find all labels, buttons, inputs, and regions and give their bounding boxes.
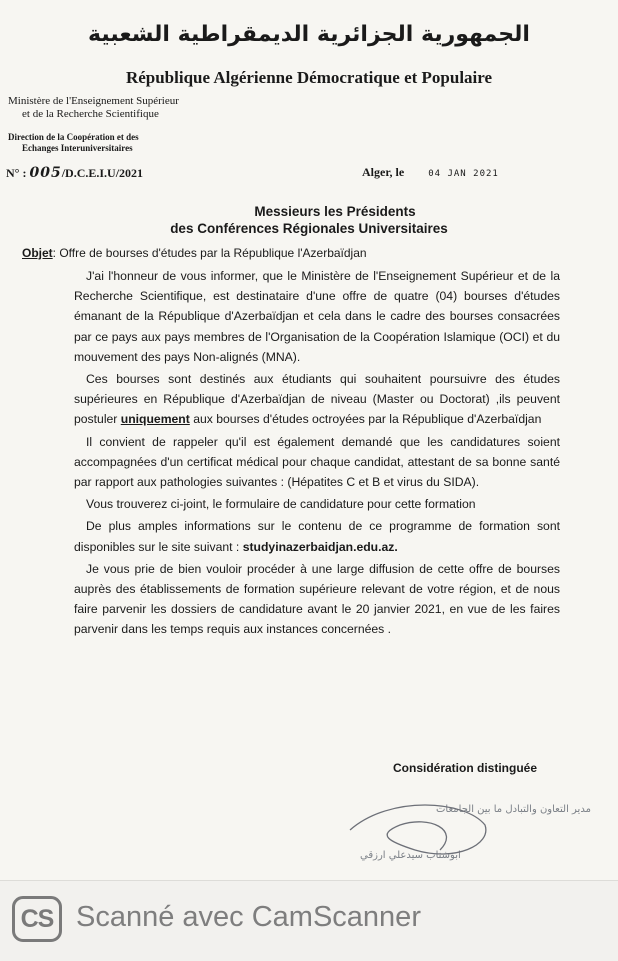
- eligibility-text-start: Ces bourses sont destinés aux étudiants qui souhaitent poursuivre des études supérieures en République d'Azerbaïdjan de niveau (Master ou Doctorat) ,ils peuvent postuler: [74, 372, 560, 427]
- arabic-republic-title: الجمهورية الجزائرية الديمقراطية الشعبية: [88, 22, 530, 47]
- ministry-block: [8, 95, 179, 121]
- reference-label: N° :: [6, 166, 30, 180]
- ministry-line-1: Ministère de l'Enseignement Supérieur: [8, 95, 179, 107]
- date-stamp: 04 JAN 2021: [428, 169, 499, 179]
- eligibility-text-end: aux bourses d'études octroyées par la République d'Azerbaïdjan: [189, 412, 542, 427]
- closing-formula: Considération distinguée: [393, 761, 538, 775]
- reference-number: [6, 165, 143, 181]
- signature-name: ابوشناب سيدعلي ارزقي: [360, 850, 461, 861]
- addressee-line-1: Messieurs les Présidents: [254, 204, 416, 219]
- signature-title: مدير التعاون والتبادل ما بين الجامعات: [436, 804, 591, 815]
- paragraph-attachment: Vous trouverez ci-joint, le formulaire de candidature pour cette formation: [86, 497, 476, 512]
- direction-block: [8, 132, 139, 154]
- paragraph-diffusion-request: Je vous prie de bien vouloir procéder à une large diffusion de cette offre de bourses auprès des établissements de formation supérieure relevant de votre région, et de nous faire parvenir les dossiers de candidature avant le 20 janvier 2021, en vue de les faires parvenir dans les temps requis aux instances concernées .: [74, 561, 560, 637]
- camscanner-logo: CS: [12, 896, 62, 942]
- subject-label: Objet: [22, 246, 53, 260]
- signature-stamp: [200, 790, 591, 875]
- subject-line: [22, 246, 367, 260]
- subject-text: : Offre de bourses d'études par la République l'Azerbaïdjan: [52, 246, 367, 260]
- paragraph-eligibility: [74, 369, 560, 430]
- letter-body: [74, 266, 560, 640]
- eligibility-emphasis: uniquement: [120, 412, 190, 427]
- more-info-text: De plus amples informations sur le contenu de ce programme de formation sont disponibles sur le site suivant :: [74, 519, 560, 554]
- addressee-block: [0, 203, 618, 237]
- direction-line-1: Direction de la Coopération et des: [8, 132, 139, 142]
- french-republic-title: République Algérienne Démocratique et Populaire: [125, 68, 493, 87]
- paragraph-offer: J'ai l'honneur de vous informer, que le Ministère de l'Enseignement Supérieur et de la Recherche Scientifique, est destinataire d'une offre de quatre (04) bourses d'études émanant de la République d'Azerbaïdjan et cela dans le cadre des bourses consacrées par ce pays aux pays membres de l'Organisation de la Coopération Islamique (OCI) et du mouvement des pays Non-alignés (MNA).: [74, 269, 560, 364]
- addressee-line-2: des Conférences Régionales Universitaires: [170, 221, 448, 236]
- paragraph-medical-certificate: Il convient de rappeler qu'il est également demandé que les candidatures soient accompagnées d'un certificat médical pour chaque candidat, attestant de sa bonne santé par rapport aux pathologies suivantes : (Hépatites C et B et virus du SIDA).: [74, 434, 560, 490]
- camscanner-watermark: Scanné avec CamScanner: [76, 901, 421, 933]
- signature-scribble: [350, 805, 486, 854]
- direction-line-2: Echanges Interuniversitaires: [22, 143, 133, 153]
- date-place: Alger, le: [362, 165, 405, 179]
- website-address: studyinazerbaidjan.edu.az.: [242, 539, 398, 554]
- dateline: [362, 165, 499, 180]
- paragraph-more-info: [74, 516, 560, 556]
- reference-code: /D.C.E.I.U/2021: [61, 166, 144, 180]
- reference-handwritten-number: 005: [29, 165, 62, 181]
- ministry-line-2: et de la Recherche Scientifique: [22, 108, 159, 120]
